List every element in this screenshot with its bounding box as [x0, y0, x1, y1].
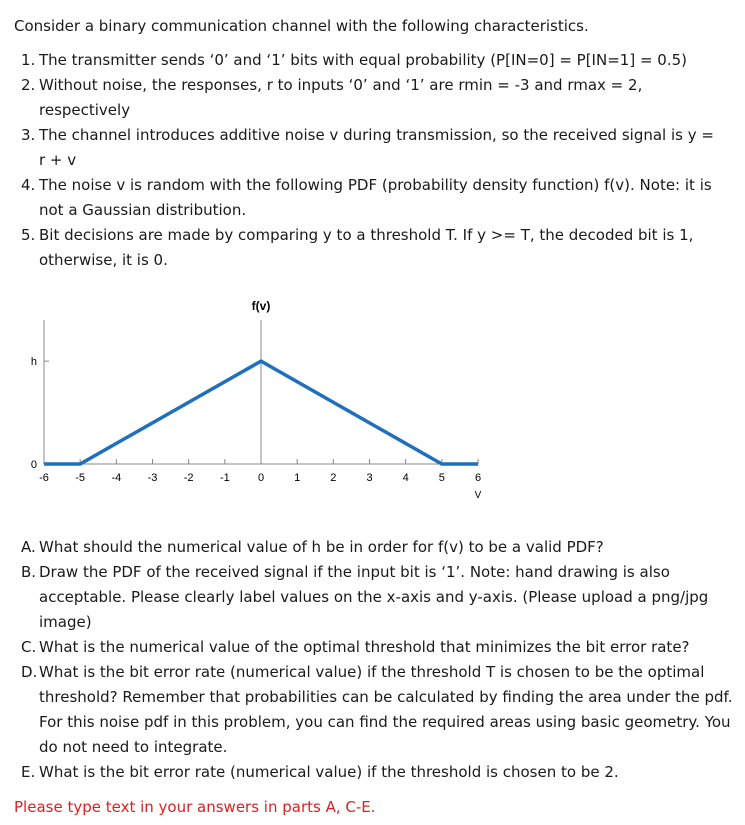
- item-text: Without noise, the responses, r to inputs ‘0’ and ‘1’ are rmin = -3 and rmax = 2, respectively: [39, 76, 643, 119]
- question-letter: D.: [21, 663, 38, 681]
- y-ticks: [31, 356, 49, 471]
- list-item: [14, 173, 736, 223]
- question-item: [14, 760, 736, 785]
- x-ticks: [39, 459, 481, 484]
- y-tick-label: h: [30, 356, 37, 369]
- x-tick-label: 5: [438, 472, 445, 484]
- x-tick-label: -5: [75, 472, 86, 484]
- question-letter: C.: [21, 638, 37, 656]
- question-text: What is the bit error rate (numerical value) if the threshold is chosen to be 2.: [39, 763, 619, 781]
- problem-intro: Consider a binary communication channel with the following characteristics.: [14, 17, 589, 35]
- question-text: Draw the PDF of the received signal if the input bit is ‘1’. Note: hand drawing is also acceptable. Please clearly label values on the x-axis and y-axis. (Please upload a png/jpg image): [39, 563, 709, 631]
- x-tick-label: -6: [39, 472, 49, 484]
- question-item: [14, 635, 736, 660]
- question-item: [14, 535, 736, 560]
- x-axis-label: V: [474, 490, 482, 501]
- questions-list: [14, 535, 736, 785]
- list-item: [14, 123, 719, 173]
- x-tick-label: 3: [366, 472, 373, 484]
- x-tick-label: 2: [330, 472, 337, 484]
- item-number: 3.: [21, 126, 36, 144]
- item-text: The channel introduces additive noise v during transmission, so the received signal is y = r + v: [39, 126, 714, 169]
- chart-axes: [44, 320, 478, 464]
- item-text: The transmitter sends ‘0’ and ‘1’ bits with equal probability (P[IN=0] = P[IN=1] = 0.5): [39, 51, 687, 69]
- x-tick-label: -1: [219, 472, 230, 484]
- x-tick-label: -3: [147, 472, 158, 484]
- y-tick-label: 0: [30, 459, 37, 471]
- question-item: [14, 660, 736, 760]
- question-letter: E.: [21, 763, 36, 781]
- question-letter: B.: [21, 563, 37, 581]
- x-tick-label: 6: [474, 472, 482, 484]
- x-tick-label: -4: [111, 472, 122, 484]
- list-item: [14, 223, 736, 273]
- x-tick-label: 4: [402, 472, 409, 484]
- item-text: Bit decisions are made by comparing y to a threshold T. If y >= T, the decoded bit is 1, otherwise, it is 0.: [39, 226, 694, 269]
- chart-title: f(v): [251, 299, 271, 313]
- item-number: 2.: [21, 76, 36, 94]
- x-tick-label: -2: [183, 472, 194, 484]
- item-number: 4.: [21, 176, 36, 194]
- question-item: [14, 560, 736, 635]
- list-item: [14, 48, 736, 73]
- item-number: 5.: [21, 226, 36, 244]
- x-tick-label: 1: [294, 472, 301, 484]
- noise-pdf-chart: [0, 290, 745, 515]
- item-number: 1.: [21, 51, 36, 69]
- x-tick-label: 0: [257, 472, 265, 484]
- answer-instructions: Please type text in your answers in parts A, C-E.: [14, 798, 376, 816]
- item-text: The noise v is random with the following PDF (probability density function) f(v). Note: it is not a Gaussian distribution.: [39, 176, 712, 219]
- characteristics-list: [14, 48, 736, 273]
- question-text: What is the bit error rate (numerical value) if the threshold T is chosen to be the optimal threshold? Remember that probabilities can be calculated by finding the area under the pdf. For this noise pdf in this problem, you can find the required areas using basic geometry. You do not need to integrate.: [39, 663, 733, 756]
- list-item: [14, 73, 736, 123]
- question-letter: A.: [21, 538, 36, 556]
- question-text: What is the numerical value of the optimal threshold that minimizes the bit error rate?: [39, 638, 690, 656]
- question-text: What should the numerical value of h be in order for f(v) to be a valid PDF?: [39, 538, 604, 556]
